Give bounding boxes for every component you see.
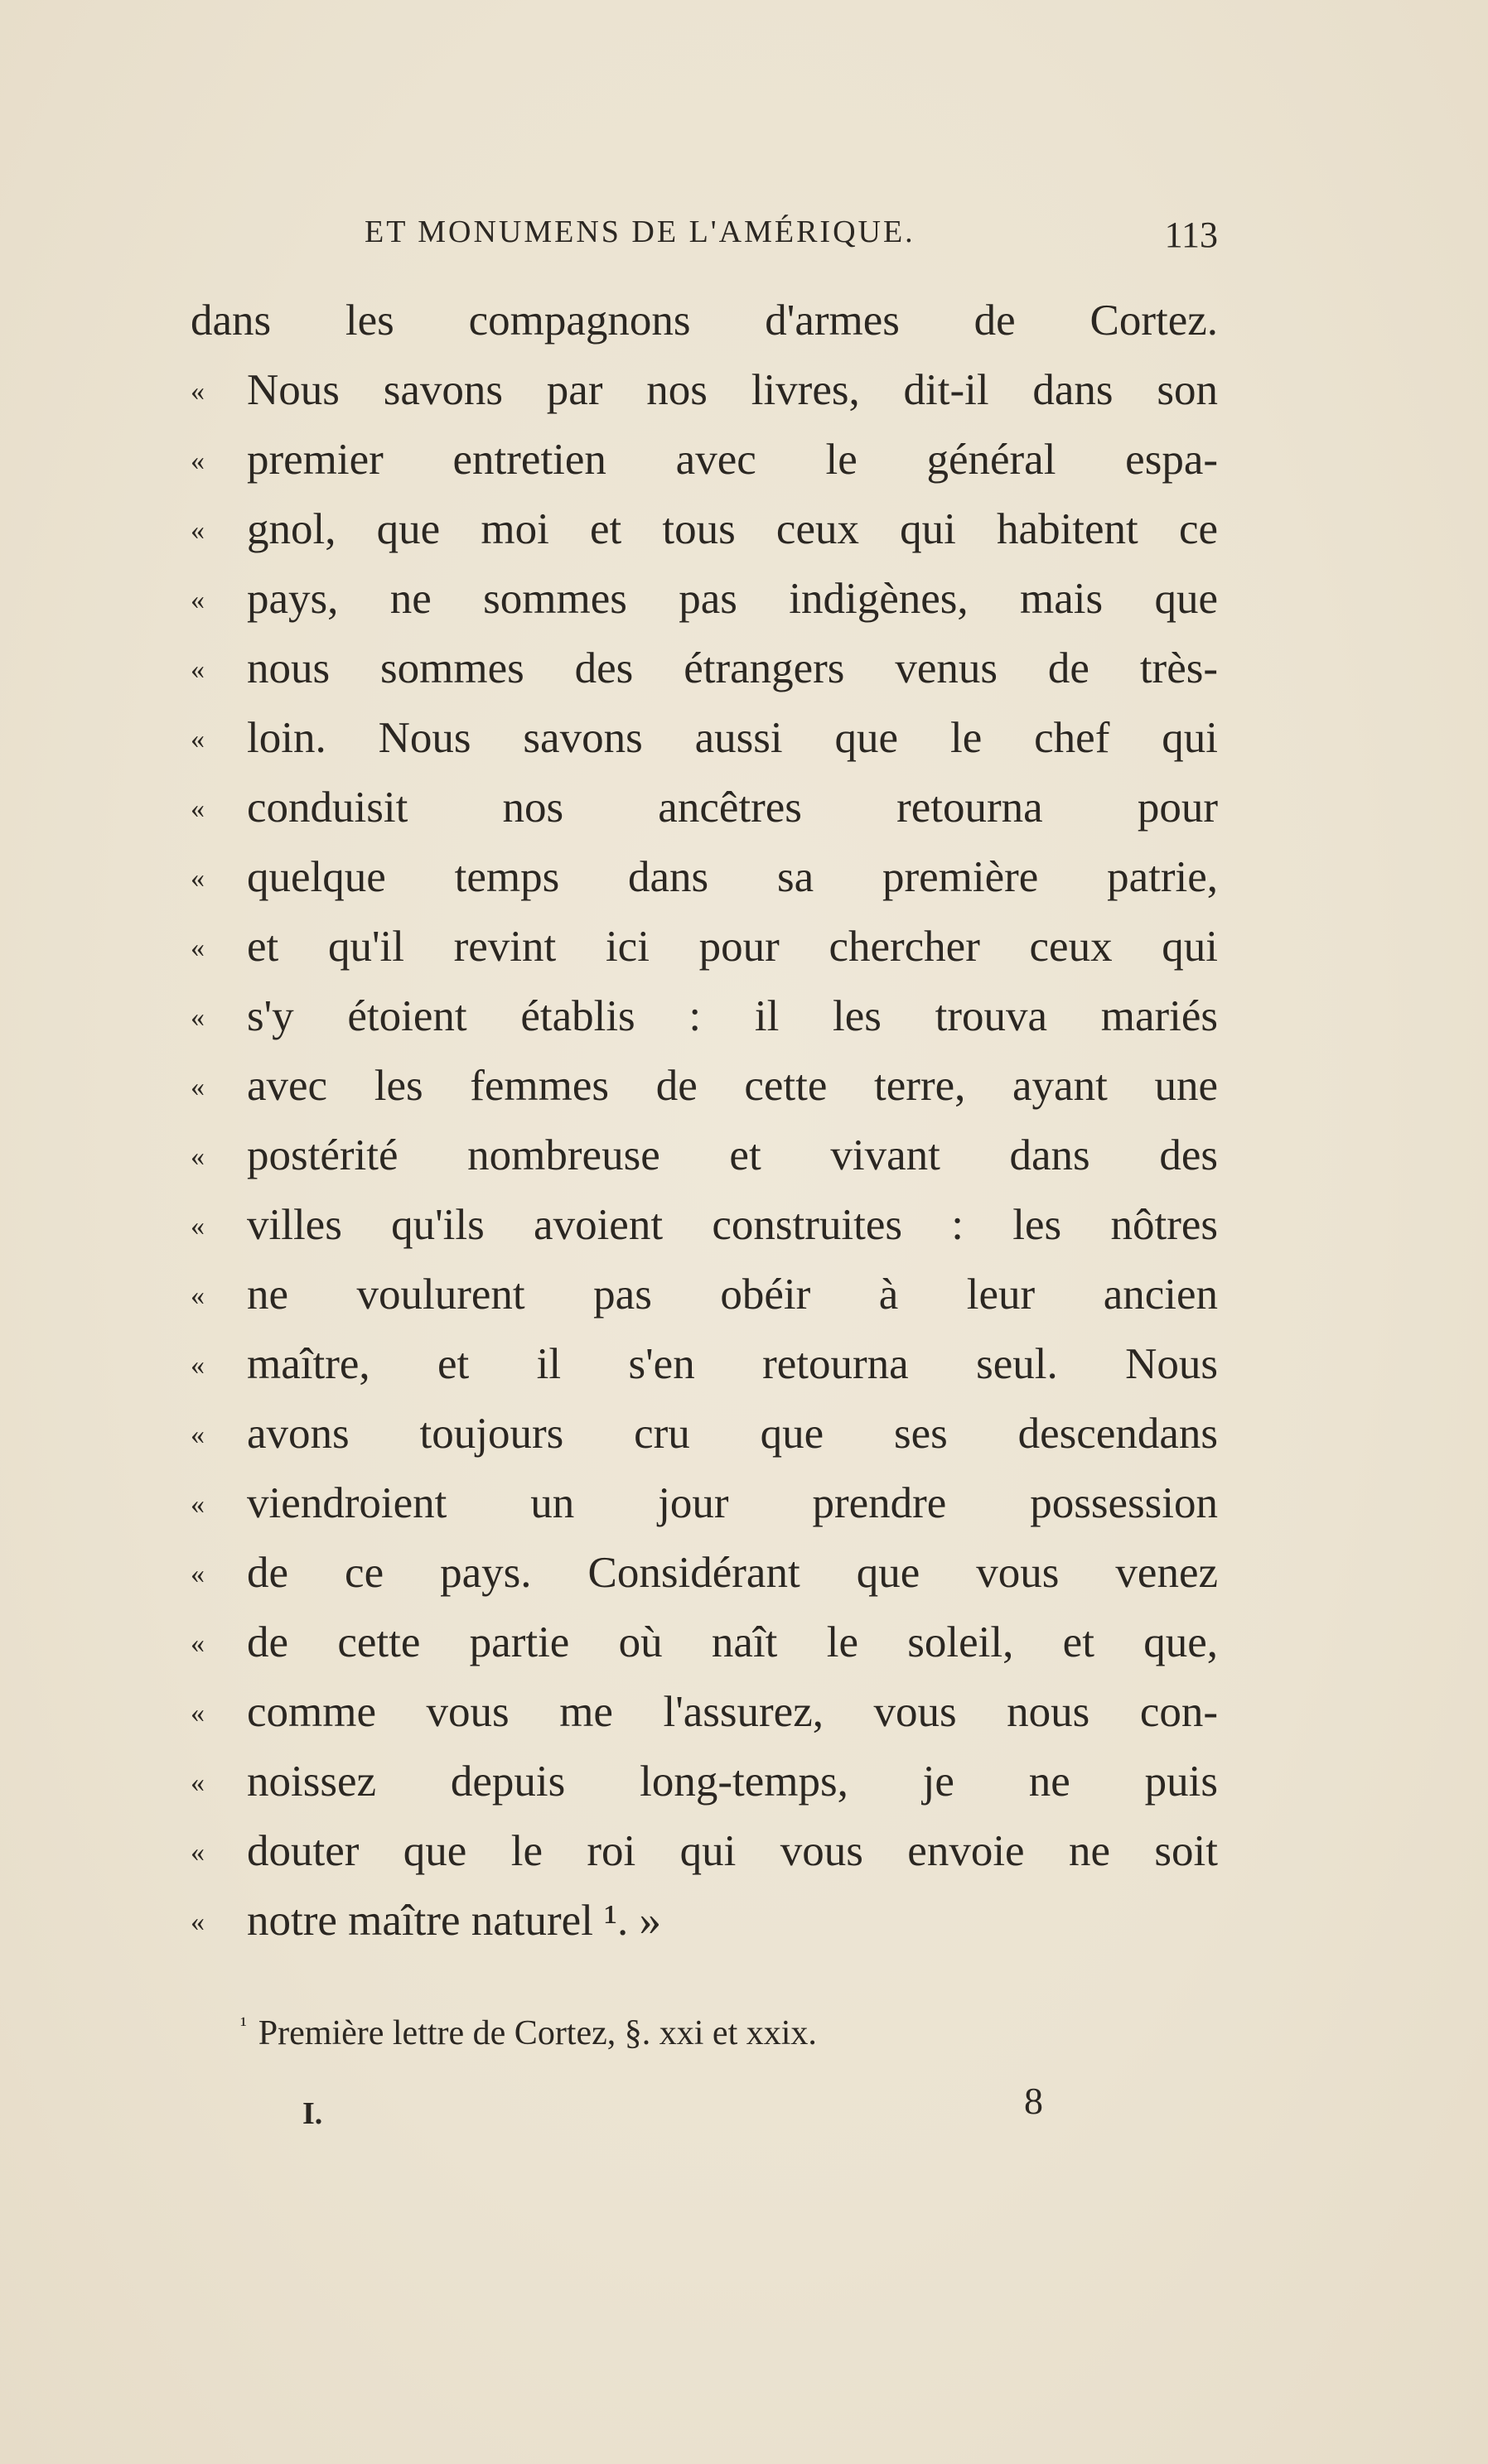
line-text: quelque temps dans sa première patrie, (247, 853, 1218, 901)
text-line (191, 1051, 1218, 1121)
quote-mark: « (191, 1072, 205, 1102)
quote-mark: « (191, 1280, 205, 1311)
line-text: s'y étoient établis : il les trouva mariés (247, 992, 1218, 1040)
footnote-text: Première lettre de Cortez, §. xxi et xxix. (258, 2014, 817, 2052)
text-line (191, 912, 1218, 981)
line-text: dans les compagnons d'armes de Cortez. (191, 297, 1218, 345)
line-text: villes qu'ils avoient construites : les nôtres (247, 1201, 1218, 1249)
footnote (240, 2013, 1152, 2053)
line-text: pays, ne sommes pas indigènes, mais que (247, 575, 1218, 623)
text-line (191, 564, 1218, 634)
quote-mark: « (191, 376, 205, 407)
text-line (191, 1816, 1218, 1886)
line-text: de ce pays. Considérant que vous venez (247, 1549, 1218, 1597)
line-text: douter que le roi qui vous envoie ne soit (247, 1827, 1218, 1875)
text-line (191, 1121, 1218, 1190)
volume-signature: I. (302, 2096, 323, 2131)
line-text: postérité nombreuse et vivant dans des (247, 1131, 1218, 1179)
line-text: notre maître naturel ¹. » (247, 1897, 662, 1945)
quote-mark: « (191, 1211, 205, 1242)
text-line (191, 1608, 1218, 1677)
quote-mark: « (191, 933, 205, 963)
quote-mark: « (191, 446, 205, 476)
text-line (191, 286, 1218, 355)
line-text: Nous savons par nos livres, dit-il dans son (247, 366, 1218, 414)
line-text: de cette partie où naît le soleil, et que, (247, 1618, 1218, 1666)
quote-mark: « (191, 793, 205, 824)
quote-mark: « (191, 1628, 205, 1659)
quote-mark: « (191, 1002, 205, 1033)
line-text: avons toujours cru que ses descendans (247, 1410, 1218, 1458)
text-line (191, 494, 1218, 564)
quote-mark: « (191, 1837, 205, 1868)
text-line (191, 425, 1218, 494)
line-text: conduisit nos ancêtres retourna pour (247, 784, 1218, 832)
quote-mark: « (191, 1420, 205, 1450)
line-text: loin. Nous savons aussi que le chef qui (247, 714, 1218, 762)
line-text: et qu'il revint ici pour chercher ceux qui (247, 923, 1218, 971)
quote-mark: « (191, 1767, 205, 1798)
quote-mark: « (191, 1698, 205, 1729)
page-header (365, 214, 1218, 263)
quote-mark: « (191, 863, 205, 894)
text-line (191, 1399, 1218, 1468)
text-line (191, 981, 1218, 1051)
line-text: avec les femmes de cette terre, ayant une (247, 1062, 1218, 1110)
line-text: premier entretien avec le général espa- (247, 436, 1218, 484)
quote-mark: « (191, 1141, 205, 1172)
quote-mark: « (191, 1350, 205, 1381)
text-line (191, 703, 1218, 773)
text-line (191, 1747, 1218, 1816)
text-line (191, 1538, 1218, 1608)
quote-mark: « (191, 1907, 205, 1937)
sheet-signature: 8 (1024, 2080, 1043, 2122)
body-text (191, 286, 1218, 1955)
page-number: 113 (1164, 215, 1218, 255)
text-line (191, 773, 1218, 842)
footnote-marker: ¹ (240, 2013, 247, 2037)
quote-mark: « (191, 1559, 205, 1589)
running-head: ET MONUMENS DE L'AMÉRIQUE. (365, 215, 916, 249)
line-text: noissez depuis long-temps, je ne puis (247, 1758, 1218, 1806)
quote-mark: « (191, 654, 205, 685)
quote-mark: « (191, 724, 205, 755)
text-line (191, 1677, 1218, 1747)
text-line (191, 1190, 1218, 1260)
text-line (191, 842, 1218, 912)
quote-mark: « (191, 585, 205, 615)
text-line (191, 1260, 1218, 1329)
text-line (191, 1886, 1218, 1955)
line-text: ne voulurent pas obéir à leur ancien (247, 1271, 1218, 1319)
line-text: maître, et il s'en retourna seul. Nous (247, 1340, 1218, 1388)
text-line (191, 634, 1218, 703)
text-line (191, 1329, 1218, 1399)
quote-mark: « (191, 1489, 205, 1520)
line-text: gnol, que moi et tous ceux qui habitent ce (247, 505, 1218, 553)
line-text: nous sommes des étrangers venus de très- (247, 644, 1218, 692)
line-text: comme vous me l'assurez, vous nous con- (247, 1688, 1218, 1736)
text-line (191, 355, 1218, 425)
text-line (191, 1468, 1218, 1538)
quote-mark: « (191, 515, 205, 546)
line-text: viendroient un jour prendre possession (247, 1479, 1218, 1527)
